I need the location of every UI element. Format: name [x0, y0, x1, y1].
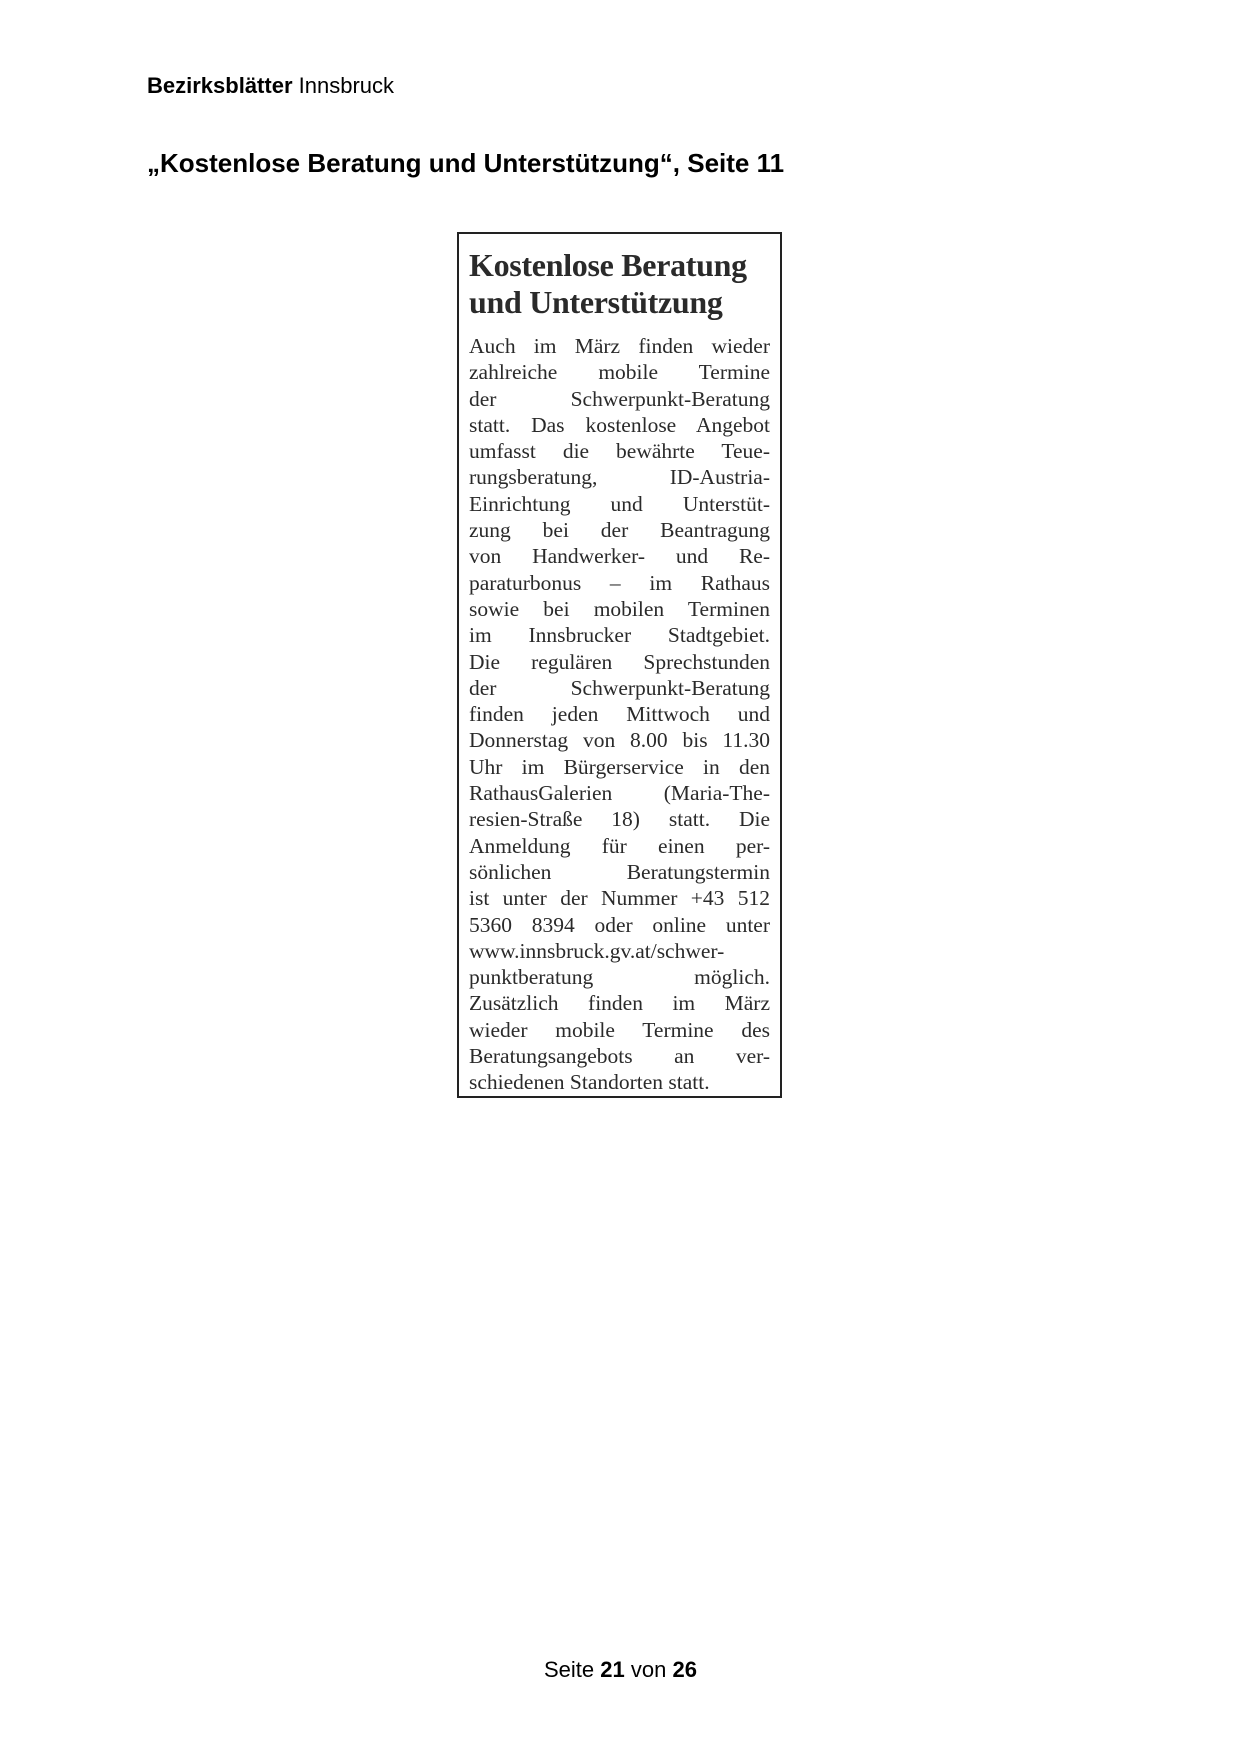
clipping-body-line: im Innsbrucker Stadtgebiet.: [469, 623, 770, 648]
clipping-body-line: Zusätzlich finden im März: [469, 991, 770, 1016]
publication-name: Bezirksblätter: [147, 73, 293, 98]
clipping-body-line: Die regulären Sprechstunden: [469, 649, 770, 674]
clipping-body-line: von Handwerker- und Re-: [469, 544, 770, 569]
clipping-body-line: 5360 8394 oder online unter: [469, 912, 770, 937]
clipping-body-line: der Schwerpunkt-Beratung: [469, 386, 770, 411]
clipping-body-line: umfasst die bewährte Teue-: [469, 439, 770, 464]
publication-region: Innsbruck: [298, 73, 395, 98]
page-separator: von: [630, 1657, 667, 1682]
clipping-body-line: ist unter der Nummer +43 512: [469, 886, 770, 911]
clipping-body-line: statt. Das kostenlose Angebot: [469, 412, 770, 437]
clipping-headline-line: und Unterstützung: [469, 284, 723, 320]
page-prefix: Seite: [544, 1657, 595, 1682]
clipping-body-line: rungsberatung, ID-Austria-: [469, 465, 770, 490]
clipping-body-line: Einrichtung und Unterstüt-: [469, 491, 770, 516]
clipping-body-line: Donnerstag von 8.00 bis 11.30: [469, 728, 770, 753]
clipping-body-line: Uhr im Bürgerservice in den: [469, 754, 770, 779]
publication-source: [147, 73, 394, 99]
clipping-body-line: Auch im März finden wieder: [469, 334, 770, 358]
clipping-body-line: www.innsbruck.gv.at/schwer-: [469, 938, 725, 963]
clipping-body-line: Beratungsangebots an ver-: [469, 1044, 770, 1069]
clipping-body-line: wieder mobile Termine des: [469, 1017, 770, 1042]
clipping-body-line: zahlreiche mobile Termine: [469, 360, 770, 385]
clipping-body-line: sönlichen Beratungstermin: [469, 859, 770, 884]
clipping-body-line: der Schwerpunkt-Beratung: [469, 675, 770, 700]
clipping-body-line: schiedenen Standorten statt.: [469, 1070, 710, 1095]
page-total: 26: [672, 1657, 697, 1682]
article-reference-title: „Kostenlose Beratung und Unterstützung“, Seite 11: [147, 148, 785, 178]
newspaper-clipping: [457, 232, 782, 1098]
clipping-body-line: sowie bei mobilen Terminen: [469, 596, 770, 621]
clipping-body-line: punktberatung möglich.: [469, 965, 770, 990]
page-current: 21: [600, 1657, 625, 1682]
clipping-body-line: paraturbonus – im Rathaus: [469, 570, 770, 595]
clipping-headline: [469, 247, 770, 321]
clipping-body-line: RathausGalerien (Maria-The-: [469, 781, 770, 806]
clipping-body-line: finden jeden Mittwoch und: [469, 702, 770, 727]
clipping-headline-line: Kostenlose Beratung: [469, 247, 747, 283]
clipping-body-line: zung bei der Beantragung: [469, 518, 770, 543]
clipping-body-line: Anmeldung für einen per-: [469, 833, 770, 858]
page-number-footer: [0, 1657, 1241, 1683]
clipping-body: [469, 333, 770, 1096]
clipping-body-line: resien-Straße 18) statt. Die: [469, 807, 770, 832]
